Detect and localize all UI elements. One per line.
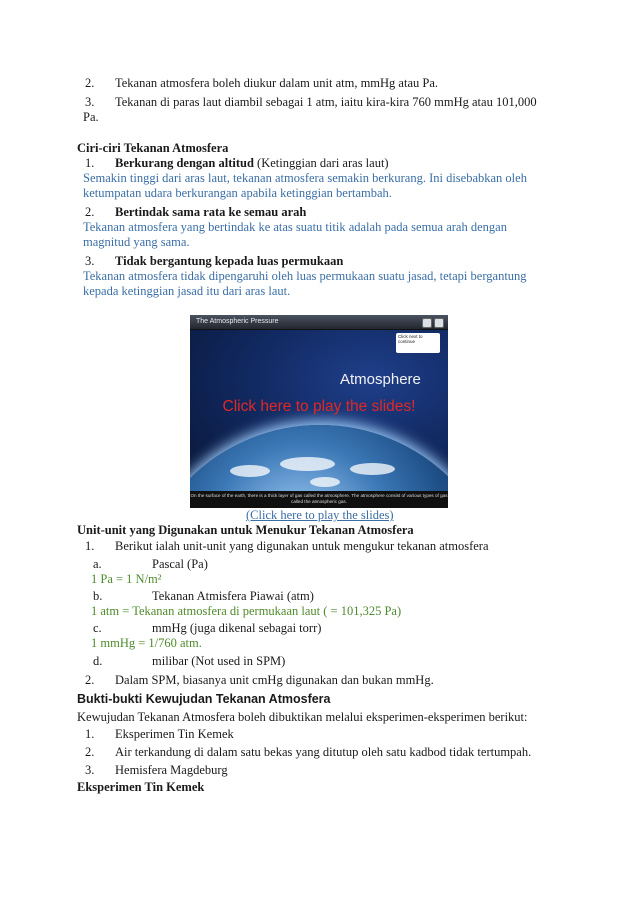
unit-sub-a-letter: a. xyxy=(93,557,102,571)
bukti-item1-text: Eksperimen Tin Kemek xyxy=(115,727,234,741)
unit-sub-a-text: Pascal (Pa) xyxy=(152,557,208,571)
unit-sub-b-letter: b. xyxy=(93,589,103,603)
slide-preview-image[interactable] xyxy=(190,315,448,508)
cloud-shape xyxy=(310,477,340,487)
unit-item1-text: Berikut ialah unit-unit yang digunakan untuk mengukur tekanan atmosfera xyxy=(115,539,489,553)
unit-item2-text: Dalam SPM, biasanya unit cmHg digunakan dan bukan mmHg. xyxy=(115,673,434,687)
unit-sub-c-letter: c. xyxy=(93,621,102,635)
ciri-item3-desc-cont: kepada ketinggian jasad itu dari aras laut. xyxy=(83,284,291,298)
next-hint-note: Click next to continue xyxy=(396,333,440,353)
intro-item3-number: 3. xyxy=(85,95,95,109)
unit-item1-number: 1. xyxy=(85,539,95,553)
unit-sub-d-letter: d. xyxy=(93,654,103,668)
unit-sub-d-text: milibar (Not used in SPM) xyxy=(152,654,286,668)
ciri-item1-desc-cont: ketumpatan udara berkurangan apabila ketinggian bertambah. xyxy=(83,186,392,200)
intro-item3-text: Tekanan di paras laut diambil sebagai 1 atm, iaitu kira-kira 760 mmHg atau 101,000 xyxy=(115,95,537,109)
atmosphere-label: Atmosphere xyxy=(340,371,421,388)
help-icon[interactable] xyxy=(422,318,432,328)
intro-item3-text-cont: Pa. xyxy=(83,110,99,124)
unit-item2-number: 2. xyxy=(85,673,95,687)
unit-sub-c-text: mmHg (juga dikenal sebagai torr) xyxy=(152,621,322,635)
play-slides-caption-link[interactable]: (Click here to play the slides) xyxy=(246,508,394,522)
ciri-item3-desc: Tekanan atmosfera tidak dipengaruhi oleh luas permukaan suatu jasad, tetapi bergantung xyxy=(83,269,527,283)
intro-item2-text: Tekanan atmosfera boleh diukur dalam unit atm, mmHg atau Pa. xyxy=(115,76,438,90)
slide-title-bar xyxy=(190,315,448,330)
ciri-item2-number: 2. xyxy=(85,205,95,219)
ciri-item2-desc: Tekanan atmosfera yang bertindak ke atas suatu titik adalah pada semua arah dengan xyxy=(83,220,507,234)
bukti-item1-number: 1. xyxy=(85,727,95,741)
cloud-shape xyxy=(350,463,395,475)
ciri-item3-title: Tidak bergantung kepada luas permukaan xyxy=(115,254,344,268)
slide-footer-text: On the surface of the earth, there is a thick layer of gas called the atmosphere. The atmosphere consist of various types of gas called the atmospheric gas. xyxy=(190,491,448,508)
bukti-intro-text: Kewujudan Tekanan Atmosfera boleh dibuktikan melalui eksperimen-eksperimen berikut: xyxy=(77,710,528,724)
close-icon[interactable] xyxy=(434,318,444,328)
ciri-item1-title: Berkurang dengan altitud (Ketinggian dari aras laut) xyxy=(115,156,389,170)
cloud-shape xyxy=(230,465,270,477)
bukti-item3-number: 3. xyxy=(85,763,95,777)
unit-sub-b-text: Tekanan Atmisfera Piawai (atm) xyxy=(152,589,314,603)
play-slides-link[interactable]: Click here to play the slides! xyxy=(222,398,416,415)
ciri-item2-desc-cont: magnitud yang sama. xyxy=(83,235,190,249)
unit-sub-b-note: 1 atm = Tekanan atmosfera di permukaan laut ( = 101,325 Pa) xyxy=(91,604,402,618)
ciri-item1-number: 1. xyxy=(85,156,95,170)
section-heading-bukti: Bukti-bukti Kewujudan Tekanan Atmosfera xyxy=(77,692,331,706)
bukti-item2-text: Air terkandung di dalam satu bekas yang ditutup oleh satu kadbod tidak tertumpah. xyxy=(115,745,532,759)
section-heading-unit: Unit-unit yang Digunakan untuk Menukur Tekanan Atmosfera xyxy=(77,523,414,537)
ciri-item3-number: 3. xyxy=(85,254,95,268)
cloud-shape xyxy=(280,457,335,471)
slide-window-title: The Atmospheric Pressure xyxy=(196,318,279,325)
ciri-item1-desc: Semakin tinggi dari aras laut, tekanan atmosfera semakin berkurang. Ini disebabkan oleh xyxy=(83,171,527,185)
unit-sub-a-note: 1 Pa = 1 N/m² xyxy=(91,572,162,586)
intro-item2-number: 2. xyxy=(85,76,95,90)
bukti-item3-text: Hemisfera Magdeburg xyxy=(115,763,228,777)
ciri-item2-title: Bertindak sama rata ke semau arah xyxy=(115,205,307,219)
section-heading-eksperimen: Eksperimen Tin Kemek xyxy=(77,780,205,794)
unit-sub-c-note: 1 mmHg = 1/760 atm. xyxy=(91,636,202,650)
section-heading-ciri: Ciri-ciri Tekanan Atmosfera xyxy=(77,141,229,155)
bukti-item2-number: 2. xyxy=(85,745,95,759)
